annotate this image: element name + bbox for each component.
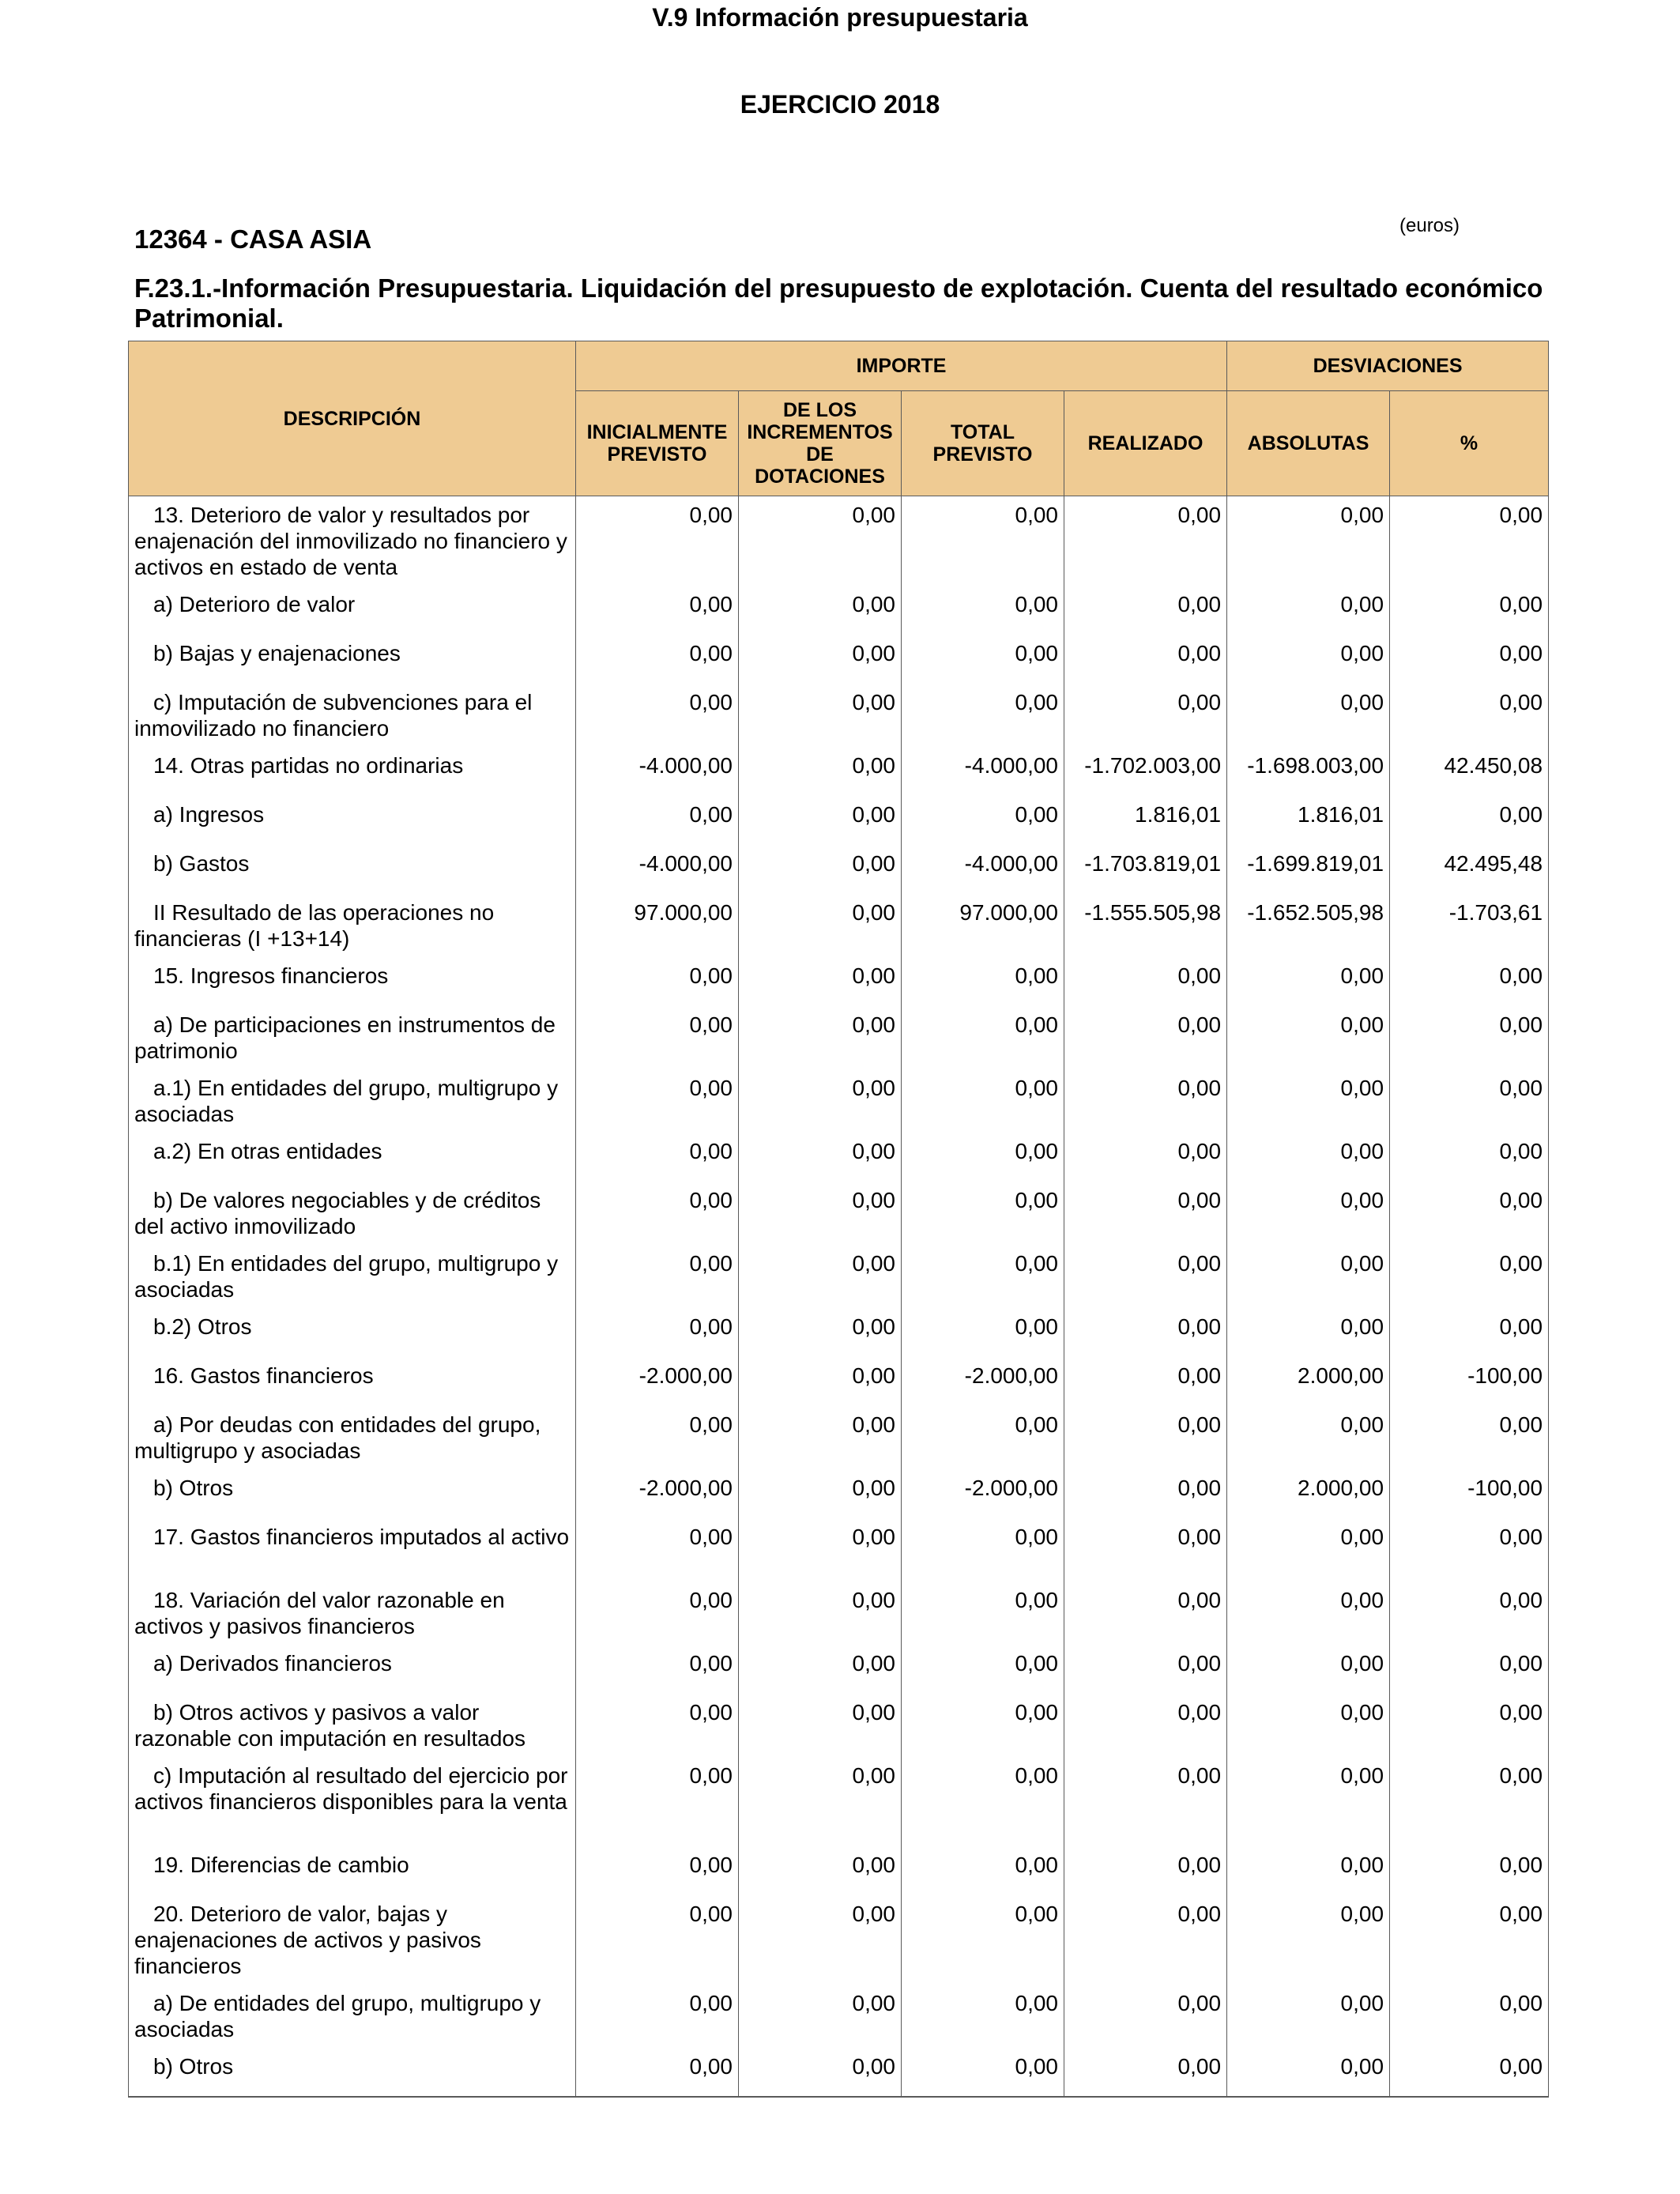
cell-realizado: 0,00	[1064, 1581, 1227, 1645]
table-row	[129, 586, 1549, 635]
table-row	[129, 1469, 1549, 1518]
cell-absolutas: -1.652.505,98	[1227, 894, 1390, 957]
cell-absolutas: 0,00	[1227, 957, 1390, 1006]
cell-total-previsto: 0,00	[902, 586, 1064, 635]
cell-realizado: 0,00	[1064, 1469, 1227, 1518]
cell-absolutas: 0,00	[1227, 1406, 1390, 1469]
cell-total-previsto: 0,00	[902, 635, 1064, 684]
cell-absolutas: 0,00	[1227, 1006, 1390, 1069]
row-description-text: II Resultado de las operaciones no financieras (I +13+14)	[134, 899, 495, 951]
cell-inicialmente-previsto: 0,00	[576, 1581, 739, 1645]
section-title: V.9 Información presupuestaria	[652, 3, 1028, 32]
cell-total-previsto: 0,00	[902, 1133, 1064, 1182]
cell-total-previsto: 0,00	[902, 796, 1064, 845]
cell-absolutas: 0,00	[1227, 1645, 1390, 1694]
cell-realizado: 0,00	[1064, 1357, 1227, 1406]
table-row	[129, 684, 1549, 747]
cell-incrementos-dotaciones: 0,00	[739, 684, 902, 747]
cell-realizado: 0,00	[1064, 496, 1227, 586]
cell-porcentaje: 0,00	[1390, 2048, 1549, 2097]
row-description	[129, 1182, 576, 1245]
row-description-text: b) Otros activos y pasivos a valor razonable con imputación en resultados	[134, 1699, 525, 1751]
cell-incrementos-dotaciones: 0,00	[739, 635, 902, 684]
row-description	[129, 1645, 576, 1694]
cell-porcentaje: 0,00	[1390, 684, 1549, 747]
cell-inicialmente-previsto: 0,00	[576, 796, 739, 845]
cell-absolutas: 0,00	[1227, 1895, 1390, 1985]
row-description	[129, 1406, 576, 1469]
row-description-text: 18. Variación del valor razonable en activos y pasivos financieros	[134, 1587, 505, 1638]
cell-porcentaje: 0,00	[1390, 1406, 1549, 1469]
cell-absolutas: 0,00	[1227, 1308, 1390, 1357]
cell-realizado: 0,00	[1064, 1985, 1227, 2048]
table-row	[129, 1133, 1549, 1182]
cell-realizado: 1.816,01	[1064, 796, 1227, 845]
row-description-text: 20. Deterioro de valor, bajas y enajenaciones de activos y pasivos financieros	[134, 1901, 481, 1978]
row-description-text: b.1) En entidades del grupo, multigrupo y asociadas	[134, 1250, 559, 1302]
cell-incrementos-dotaciones: 0,00	[739, 2048, 902, 2097]
cell-absolutas: 0,00	[1227, 1694, 1390, 1757]
row-description	[129, 1006, 576, 1069]
cell-realizado: 0,00	[1064, 1645, 1227, 1694]
cell-incrementos-dotaciones: 0,00	[739, 1308, 902, 1357]
cell-inicialmente-previsto: 0,00	[576, 1069, 739, 1133]
cell-incrementos-dotaciones: 0,00	[739, 1469, 902, 1518]
cell-porcentaje: 42.450,08	[1390, 747, 1549, 796]
row-description	[129, 635, 576, 684]
table-row	[129, 1985, 1549, 2048]
cell-realizado: 0,00	[1064, 684, 1227, 747]
cell-total-previsto: 0,00	[902, 1182, 1064, 1245]
row-description-text: b) Gastos	[153, 850, 250, 876]
cell-incrementos-dotaciones: 0,00	[739, 1645, 902, 1694]
cell-realizado: 0,00	[1064, 1182, 1227, 1245]
row-description	[129, 1581, 576, 1645]
cell-realizado: 0,00	[1064, 2048, 1227, 2097]
cell-realizado: -1.703.819,01	[1064, 845, 1227, 894]
col-header-total-previsto: TOTAL PREVISTO	[902, 391, 1064, 496]
cell-inicialmente-previsto: 0,00	[576, 496, 739, 586]
table-row	[129, 957, 1549, 1006]
cell-incrementos-dotaciones: 0,00	[739, 1518, 902, 1581]
cell-porcentaje: 0,00	[1390, 1182, 1549, 1245]
table-row	[129, 894, 1549, 957]
cell-absolutas: 0,00	[1227, 1518, 1390, 1581]
cell-porcentaje: 0,00	[1390, 1581, 1549, 1645]
cell-total-previsto: -4.000,00	[902, 845, 1064, 894]
row-description	[129, 496, 576, 586]
cell-incrementos-dotaciones: 0,00	[739, 845, 902, 894]
row-description-text: b) Otros	[153, 2053, 234, 2079]
cell-absolutas: 0,00	[1227, 496, 1390, 586]
cell-total-previsto: -2.000,00	[902, 1357, 1064, 1406]
cell-inicialmente-previsto: 0,00	[576, 1757, 739, 1846]
col-header-realizado: REALIZADO	[1064, 391, 1227, 496]
cell-realizado: 0,00	[1064, 1846, 1227, 1895]
cell-total-previsto: 0,00	[902, 1757, 1064, 1846]
cell-inicialmente-previsto: -2.000,00	[576, 1357, 739, 1406]
cell-absolutas: 0,00	[1227, 1985, 1390, 2048]
cell-incrementos-dotaciones: 0,00	[739, 1182, 902, 1245]
table-row	[129, 1357, 1549, 1406]
cell-realizado: -1.555.505,98	[1064, 894, 1227, 957]
cell-absolutas: 0,00	[1227, 1245, 1390, 1308]
row-description-text: a) Por deudas con entidades del grupo, multigrupo y asociadas	[134, 1412, 541, 1463]
cell-absolutas: 0,00	[1227, 1846, 1390, 1895]
cell-porcentaje: 0,00	[1390, 1245, 1549, 1308]
budget-table-body	[129, 496, 1549, 2097]
cell-porcentaje: 0,00	[1390, 1757, 1549, 1846]
cell-incrementos-dotaciones: 0,00	[739, 496, 902, 586]
cell-realizado: 0,00	[1064, 586, 1227, 635]
cell-absolutas: 0,00	[1227, 1581, 1390, 1645]
row-description-text: a) De participaciones en instrumentos de patrimonio	[134, 1012, 556, 1063]
table-row	[129, 1694, 1549, 1757]
cell-absolutas: 0,00	[1227, 635, 1390, 684]
cell-inicialmente-previsto: 0,00	[576, 1895, 739, 1985]
cell-porcentaje: 0,00	[1390, 1133, 1549, 1182]
cell-inicialmente-previsto: -4.000,00	[576, 747, 739, 796]
cell-porcentaje: 0,00	[1390, 957, 1549, 1006]
table-row	[129, 1518, 1549, 1581]
cell-realizado: 0,00	[1064, 1069, 1227, 1133]
table-row	[129, 1245, 1549, 1308]
cell-inicialmente-previsto: 0,00	[576, 684, 739, 747]
row-description-text: c) Imputación de subvenciones para el inmovilizado no financiero	[134, 689, 533, 741]
cell-porcentaje: 42.495,48	[1390, 845, 1549, 894]
row-description	[129, 1846, 576, 1895]
cell-total-previsto: 0,00	[902, 1645, 1064, 1694]
cell-total-previsto: 0,00	[902, 1406, 1064, 1469]
budget-table	[128, 341, 1549, 2098]
cell-porcentaje: 0,00	[1390, 1006, 1549, 1069]
cell-porcentaje: 0,00	[1390, 1846, 1549, 1895]
cell-inicialmente-previsto: 0,00	[576, 1133, 739, 1182]
cell-inicialmente-previsto: 0,00	[576, 586, 739, 635]
cell-incrementos-dotaciones: 0,00	[739, 1357, 902, 1406]
row-description-text: b) Bajas y enajenaciones	[153, 640, 401, 665]
cell-realizado: 0,00	[1064, 1308, 1227, 1357]
group-header-desviaciones: DESVIACIONES	[1227, 341, 1549, 391]
row-description	[129, 1308, 576, 1357]
row-description-text: b) De valores negociables y de créditos del activo inmovilizado	[134, 1187, 541, 1238]
row-description	[129, 1895, 576, 1985]
row-description	[129, 1069, 576, 1133]
table-row	[129, 1846, 1549, 1895]
row-description	[129, 1694, 576, 1757]
cell-total-previsto: 0,00	[902, 1895, 1064, 1985]
cell-total-previsto: 0,00	[902, 1069, 1064, 1133]
cell-realizado: 0,00	[1064, 1406, 1227, 1469]
row-description	[129, 1133, 576, 1182]
cell-absolutas: 1.816,01	[1227, 796, 1390, 845]
form-title: F.23.1.-Información Presupuestaria. Liquidación del presupuesto de explotación. Cuenta del resultado económico Patrimonial.	[134, 273, 1543, 333]
cell-absolutas: 0,00	[1227, 1133, 1390, 1182]
group-header-importe: IMPORTE	[576, 341, 1227, 391]
table-row	[129, 1757, 1549, 1846]
table-row	[129, 845, 1549, 894]
cell-incrementos-dotaciones: 0,00	[739, 1694, 902, 1757]
row-description-text: a) Ingresos	[153, 801, 265, 827]
row-description	[129, 796, 576, 845]
cell-inicialmente-previsto: -4.000,00	[576, 845, 739, 894]
row-description	[129, 845, 576, 894]
cell-porcentaje: -100,00	[1390, 1357, 1549, 1406]
cell-inicialmente-previsto: 0,00	[576, 1985, 739, 2048]
row-description-text: 19. Diferencias de cambio	[153, 1852, 409, 1877]
cell-total-previsto: 97.000,00	[902, 894, 1064, 957]
cell-absolutas: -1.698.003,00	[1227, 747, 1390, 796]
row-description-text: 17. Gastos financieros imputados al activo	[153, 1524, 570, 1549]
row-description-text: 15. Ingresos financieros	[153, 963, 389, 988]
table-row	[129, 1645, 1549, 1694]
cell-total-previsto: -4.000,00	[902, 747, 1064, 796]
row-description	[129, 2048, 576, 2097]
cell-realizado: 0,00	[1064, 957, 1227, 1006]
cell-porcentaje: 0,00	[1390, 1069, 1549, 1133]
row-description-text: c) Imputación al resultado del ejercicio por activos financieros disponibles para la venta	[134, 1762, 568, 1814]
table-row	[129, 1895, 1549, 1985]
units-label: (euros)	[1399, 215, 1460, 236]
cell-incrementos-dotaciones: 0,00	[739, 1245, 902, 1308]
row-description-text: a) De entidades del grupo, multigrupo y asociadas	[134, 1990, 541, 2041]
row-description	[129, 1757, 576, 1846]
cell-incrementos-dotaciones: 0,00	[739, 1069, 902, 1133]
cell-total-previsto: 0,00	[902, 1518, 1064, 1581]
col-header-incrementos-dotaciones: DE LOS INCREMENTOS DE DOTACIONES	[739, 391, 902, 496]
cell-incrementos-dotaciones: 0,00	[739, 1846, 902, 1895]
cell-absolutas: 0,00	[1227, 684, 1390, 747]
cell-incrementos-dotaciones: 0,00	[739, 796, 902, 845]
row-description-text: 16. Gastos financieros	[153, 1363, 374, 1388]
cell-inicialmente-previsto: 0,00	[576, 1846, 739, 1895]
cell-total-previsto: 0,00	[902, 1245, 1064, 1308]
cell-realizado: 0,00	[1064, 1006, 1227, 1069]
row-description	[129, 1245, 576, 1308]
row-description-text: a.2) En otras entidades	[153, 1138, 382, 1163]
row-description	[129, 747, 576, 796]
table-row	[129, 1581, 1549, 1645]
row-description	[129, 586, 576, 635]
cell-inicialmente-previsto: 0,00	[576, 2048, 739, 2097]
row-description	[129, 957, 576, 1006]
row-description-text: 13. Deterioro de valor y resultados por enajenación del inmovilizado no financiero y activos en estado de venta	[134, 503, 567, 579]
row-description-text: b) Otros	[153, 1475, 234, 1500]
cell-realizado: 0,00	[1064, 1133, 1227, 1182]
cell-inicialmente-previsto: 0,00	[576, 1406, 739, 1469]
table-row	[129, 747, 1549, 796]
table-row	[129, 1182, 1549, 1245]
cell-total-previsto: 0,00	[902, 1985, 1064, 2048]
cell-incrementos-dotaciones: 0,00	[739, 586, 902, 635]
cell-realizado: 0,00	[1064, 1694, 1227, 1757]
cell-incrementos-dotaciones: 0,00	[739, 1757, 902, 1846]
cell-inicialmente-previsto: 0,00	[576, 1182, 739, 1245]
row-description-text: 14. Otras partidas no ordinarias	[153, 752, 464, 778]
cell-inicialmente-previsto: 0,00	[576, 1694, 739, 1757]
cell-porcentaje: -100,00	[1390, 1469, 1549, 1518]
cell-total-previsto: 0,00	[902, 496, 1064, 586]
row-description	[129, 684, 576, 747]
cell-total-previsto: 0,00	[902, 1581, 1064, 1645]
cell-total-previsto: 0,00	[902, 1846, 1064, 1895]
cell-inicialmente-previsto: -2.000,00	[576, 1469, 739, 1518]
fiscal-year: EJERCICIO 2018	[740, 90, 940, 119]
row-description-text: a) Derivados financieros	[153, 1650, 392, 1676]
col-header-inicialmente-previsto: INICIALMENTE PREVISTO	[576, 391, 739, 496]
row-description-text: a.1) En entidades del grupo, multigrupo y asociadas	[134, 1075, 559, 1126]
cell-total-previsto: 0,00	[902, 2048, 1064, 2097]
col-header-absolutas: ABSOLUTAS	[1227, 391, 1390, 496]
row-description	[129, 1985, 576, 2048]
cell-porcentaje: 0,00	[1390, 635, 1549, 684]
row-description	[129, 1469, 576, 1518]
cell-incrementos-dotaciones: 0,00	[739, 957, 902, 1006]
cell-total-previsto: -2.000,00	[902, 1469, 1064, 1518]
cell-absolutas: -1.699.819,01	[1227, 845, 1390, 894]
cell-inicialmente-previsto: 0,00	[576, 957, 739, 1006]
cell-absolutas: 0,00	[1227, 1069, 1390, 1133]
cell-incrementos-dotaciones: 0,00	[739, 894, 902, 957]
cell-porcentaje: 0,00	[1390, 1895, 1549, 1985]
cell-realizado: 0,00	[1064, 635, 1227, 684]
row-description	[129, 1518, 576, 1581]
cell-total-previsto: 0,00	[902, 1006, 1064, 1069]
cell-absolutas: 0,00	[1227, 2048, 1390, 2097]
cell-porcentaje: 0,00	[1390, 496, 1549, 586]
cell-porcentaje: 0,00	[1390, 1694, 1549, 1757]
cell-realizado: 0,00	[1064, 1518, 1227, 1581]
cell-inicialmente-previsto: 0,00	[576, 1245, 739, 1308]
cell-porcentaje: 0,00	[1390, 796, 1549, 845]
table-row	[129, 796, 1549, 845]
cell-porcentaje: 0,00	[1390, 1645, 1549, 1694]
cell-incrementos-dotaciones: 0,00	[739, 1006, 902, 1069]
cell-incrementos-dotaciones: 0,00	[739, 747, 902, 796]
table-row	[129, 1006, 1549, 1069]
cell-total-previsto: 0,00	[902, 1308, 1064, 1357]
table-row	[129, 1069, 1549, 1133]
col-header-descripcion: DESCRIPCIÓN	[129, 341, 576, 496]
row-description	[129, 894, 576, 957]
cell-porcentaje: 0,00	[1390, 1518, 1549, 1581]
cell-inicialmente-previsto: 0,00	[576, 1645, 739, 1694]
cell-porcentaje: 0,00	[1390, 586, 1549, 635]
cell-absolutas: 0,00	[1227, 1182, 1390, 1245]
row-description-text: b.2) Otros	[153, 1314, 252, 1339]
cell-realizado: 0,00	[1064, 1757, 1227, 1846]
cell-total-previsto: 0,00	[902, 684, 1064, 747]
cell-absolutas: 0,00	[1227, 1757, 1390, 1846]
table-row	[129, 635, 1549, 684]
cell-incrementos-dotaciones: 0,00	[739, 1406, 902, 1469]
cell-inicialmente-previsto: 0,00	[576, 1308, 739, 1357]
cell-porcentaje: 0,00	[1390, 1985, 1549, 2048]
cell-inicialmente-previsto: 0,00	[576, 1006, 739, 1069]
cell-inicialmente-previsto: 0,00	[576, 1518, 739, 1581]
cell-incrementos-dotaciones: 0,00	[739, 1581, 902, 1645]
cell-absolutas: 2.000,00	[1227, 1469, 1390, 1518]
cell-realizado: 0,00	[1064, 1245, 1227, 1308]
cell-absolutas: 0,00	[1227, 586, 1390, 635]
cell-absolutas: 2.000,00	[1227, 1357, 1390, 1406]
cell-inicialmente-previsto: 0,00	[576, 635, 739, 684]
row-description-text: a) Deterioro de valor	[153, 591, 356, 616]
cell-realizado: 0,00	[1064, 1895, 1227, 1985]
col-header-porcentaje: %	[1390, 391, 1549, 496]
table-row	[129, 1308, 1549, 1357]
cell-porcentaje: 0,00	[1390, 1308, 1549, 1357]
table-row	[129, 496, 1549, 586]
table-row	[129, 1406, 1549, 1469]
table-row	[129, 2048, 1549, 2097]
row-description	[129, 1357, 576, 1406]
cell-realizado: -1.702.003,00	[1064, 747, 1227, 796]
cell-incrementos-dotaciones: 0,00	[739, 1133, 902, 1182]
cell-incrementos-dotaciones: 0,00	[739, 1895, 902, 1985]
cell-incrementos-dotaciones: 0,00	[739, 1985, 902, 2048]
cell-total-previsto: 0,00	[902, 957, 1064, 1006]
cell-porcentaje: -1.703,61	[1390, 894, 1549, 957]
cell-total-previsto: 0,00	[902, 1694, 1064, 1757]
entity-name: 12364 - CASA ASIA	[134, 224, 372, 254]
cell-inicialmente-previsto: 97.000,00	[576, 894, 739, 957]
